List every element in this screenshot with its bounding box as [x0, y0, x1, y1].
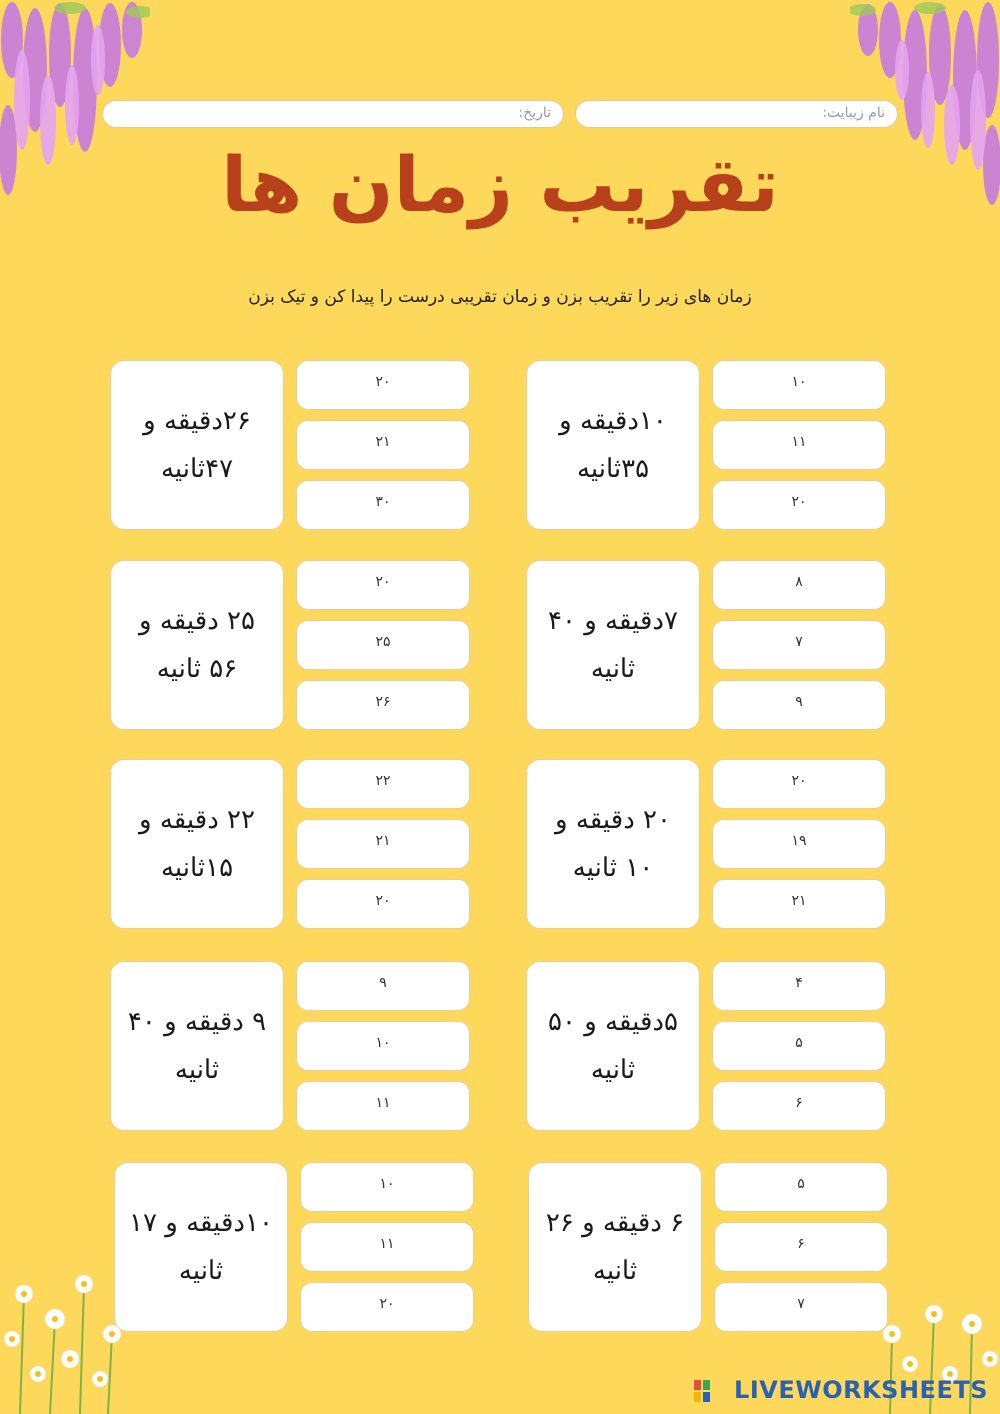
time-text: ۱۰دقیقه و ۱۷ ثانیه	[129, 1208, 273, 1286]
answer-option[interactable]: ۲۰	[296, 560, 470, 610]
worksheet-title: تقریب زمان ها	[221, 140, 779, 229]
time-card	[526, 759, 700, 929]
time-text: ۲۶دقیقه و ۴۷ثانیه	[143, 406, 251, 484]
time-card	[110, 560, 284, 730]
answer-option[interactable]: ۲۲	[296, 759, 470, 809]
answer-option[interactable]: ۱۰	[712, 360, 886, 410]
answer-option[interactable]: ۹	[712, 680, 886, 730]
answer-option[interactable]: ۹	[296, 961, 470, 1011]
time-card	[114, 1162, 288, 1332]
answer-option[interactable]: ۲۱	[712, 879, 886, 929]
answer-option[interactable]: ۲۰	[300, 1282, 474, 1332]
answer-option[interactable]: ۲۱	[296, 819, 470, 869]
answer-option[interactable]: ۸	[712, 560, 886, 610]
answer-option[interactable]: ۲۰	[712, 759, 886, 809]
time-text: ۵دقیقه و ۵۰ ثانیه	[548, 1007, 678, 1085]
time-card	[110, 961, 284, 1131]
answer-option[interactable]: ۲۶	[296, 680, 470, 730]
date-field[interactable]	[102, 100, 564, 128]
answer-option[interactable]: ۷	[712, 620, 886, 670]
time-text: ۲۲ دقیقه و ۱۵ثانیه	[139, 805, 255, 883]
answer-option[interactable]: ۲۵	[296, 620, 470, 670]
answer-option[interactable]: ۲۰	[712, 480, 886, 530]
answer-option[interactable]: ۲۰	[296, 360, 470, 410]
answer-option[interactable]: ۲۱	[296, 420, 470, 470]
name-label: نام زیبایت:	[822, 105, 885, 121]
time-text: ۲۵ دقیقه و ۵۶ ثانیه	[139, 606, 255, 684]
answer-option[interactable]: ۱۹	[712, 819, 886, 869]
time-text: ۷دقیقه و ۴۰ ثانیه	[548, 606, 678, 684]
answer-option[interactable]: ۱۱	[300, 1222, 474, 1272]
answer-option[interactable]: ۳۰	[296, 480, 470, 530]
answer-option[interactable]: ۲۰	[296, 879, 470, 929]
time-card	[526, 961, 700, 1131]
answer-option[interactable]: ۱۱	[712, 420, 886, 470]
time-card	[526, 560, 700, 730]
name-field[interactable]	[575, 100, 898, 128]
time-card	[528, 1162, 702, 1332]
time-card	[110, 360, 284, 530]
time-text: ۹ دقیقه و ۴۰ ثانیه	[127, 1007, 267, 1085]
date-label: تاریخ:	[518, 105, 551, 121]
answer-option[interactable]: ۴	[712, 961, 886, 1011]
time-card	[526, 360, 700, 530]
answer-option[interactable]: ۶	[712, 1081, 886, 1131]
time-text: ۶ دقیقه و ۲۶ ثانیه	[545, 1208, 685, 1286]
time-text: ۱۰دقیقه و ۳۵ثانیه	[559, 406, 667, 484]
answer-option[interactable]: ۱۱	[296, 1081, 470, 1131]
answer-option[interactable]: ۵	[712, 1021, 886, 1071]
answer-option[interactable]: ۱۰	[296, 1021, 470, 1071]
answer-option[interactable]: ۵	[714, 1162, 888, 1212]
daisies-left-decoration	[0, 1264, 135, 1414]
time-card	[110, 759, 284, 929]
brand-wordmark[interactable]: LIVEWORKSHEETS	[734, 1376, 988, 1404]
answer-option[interactable]: ۱۰	[300, 1162, 474, 1212]
liveworksheets-logo-icon	[694, 1380, 710, 1402]
time-text: ۲۰ دقیقه و ۱۰ ثانیه	[555, 805, 671, 883]
answer-option[interactable]: ۷	[714, 1282, 888, 1332]
instructions: زمان های زیر را تقریب بزن و زمان تقریبی درست را پیدا کن و تیک بزن	[248, 287, 752, 307]
answer-option[interactable]: ۶	[714, 1222, 888, 1272]
